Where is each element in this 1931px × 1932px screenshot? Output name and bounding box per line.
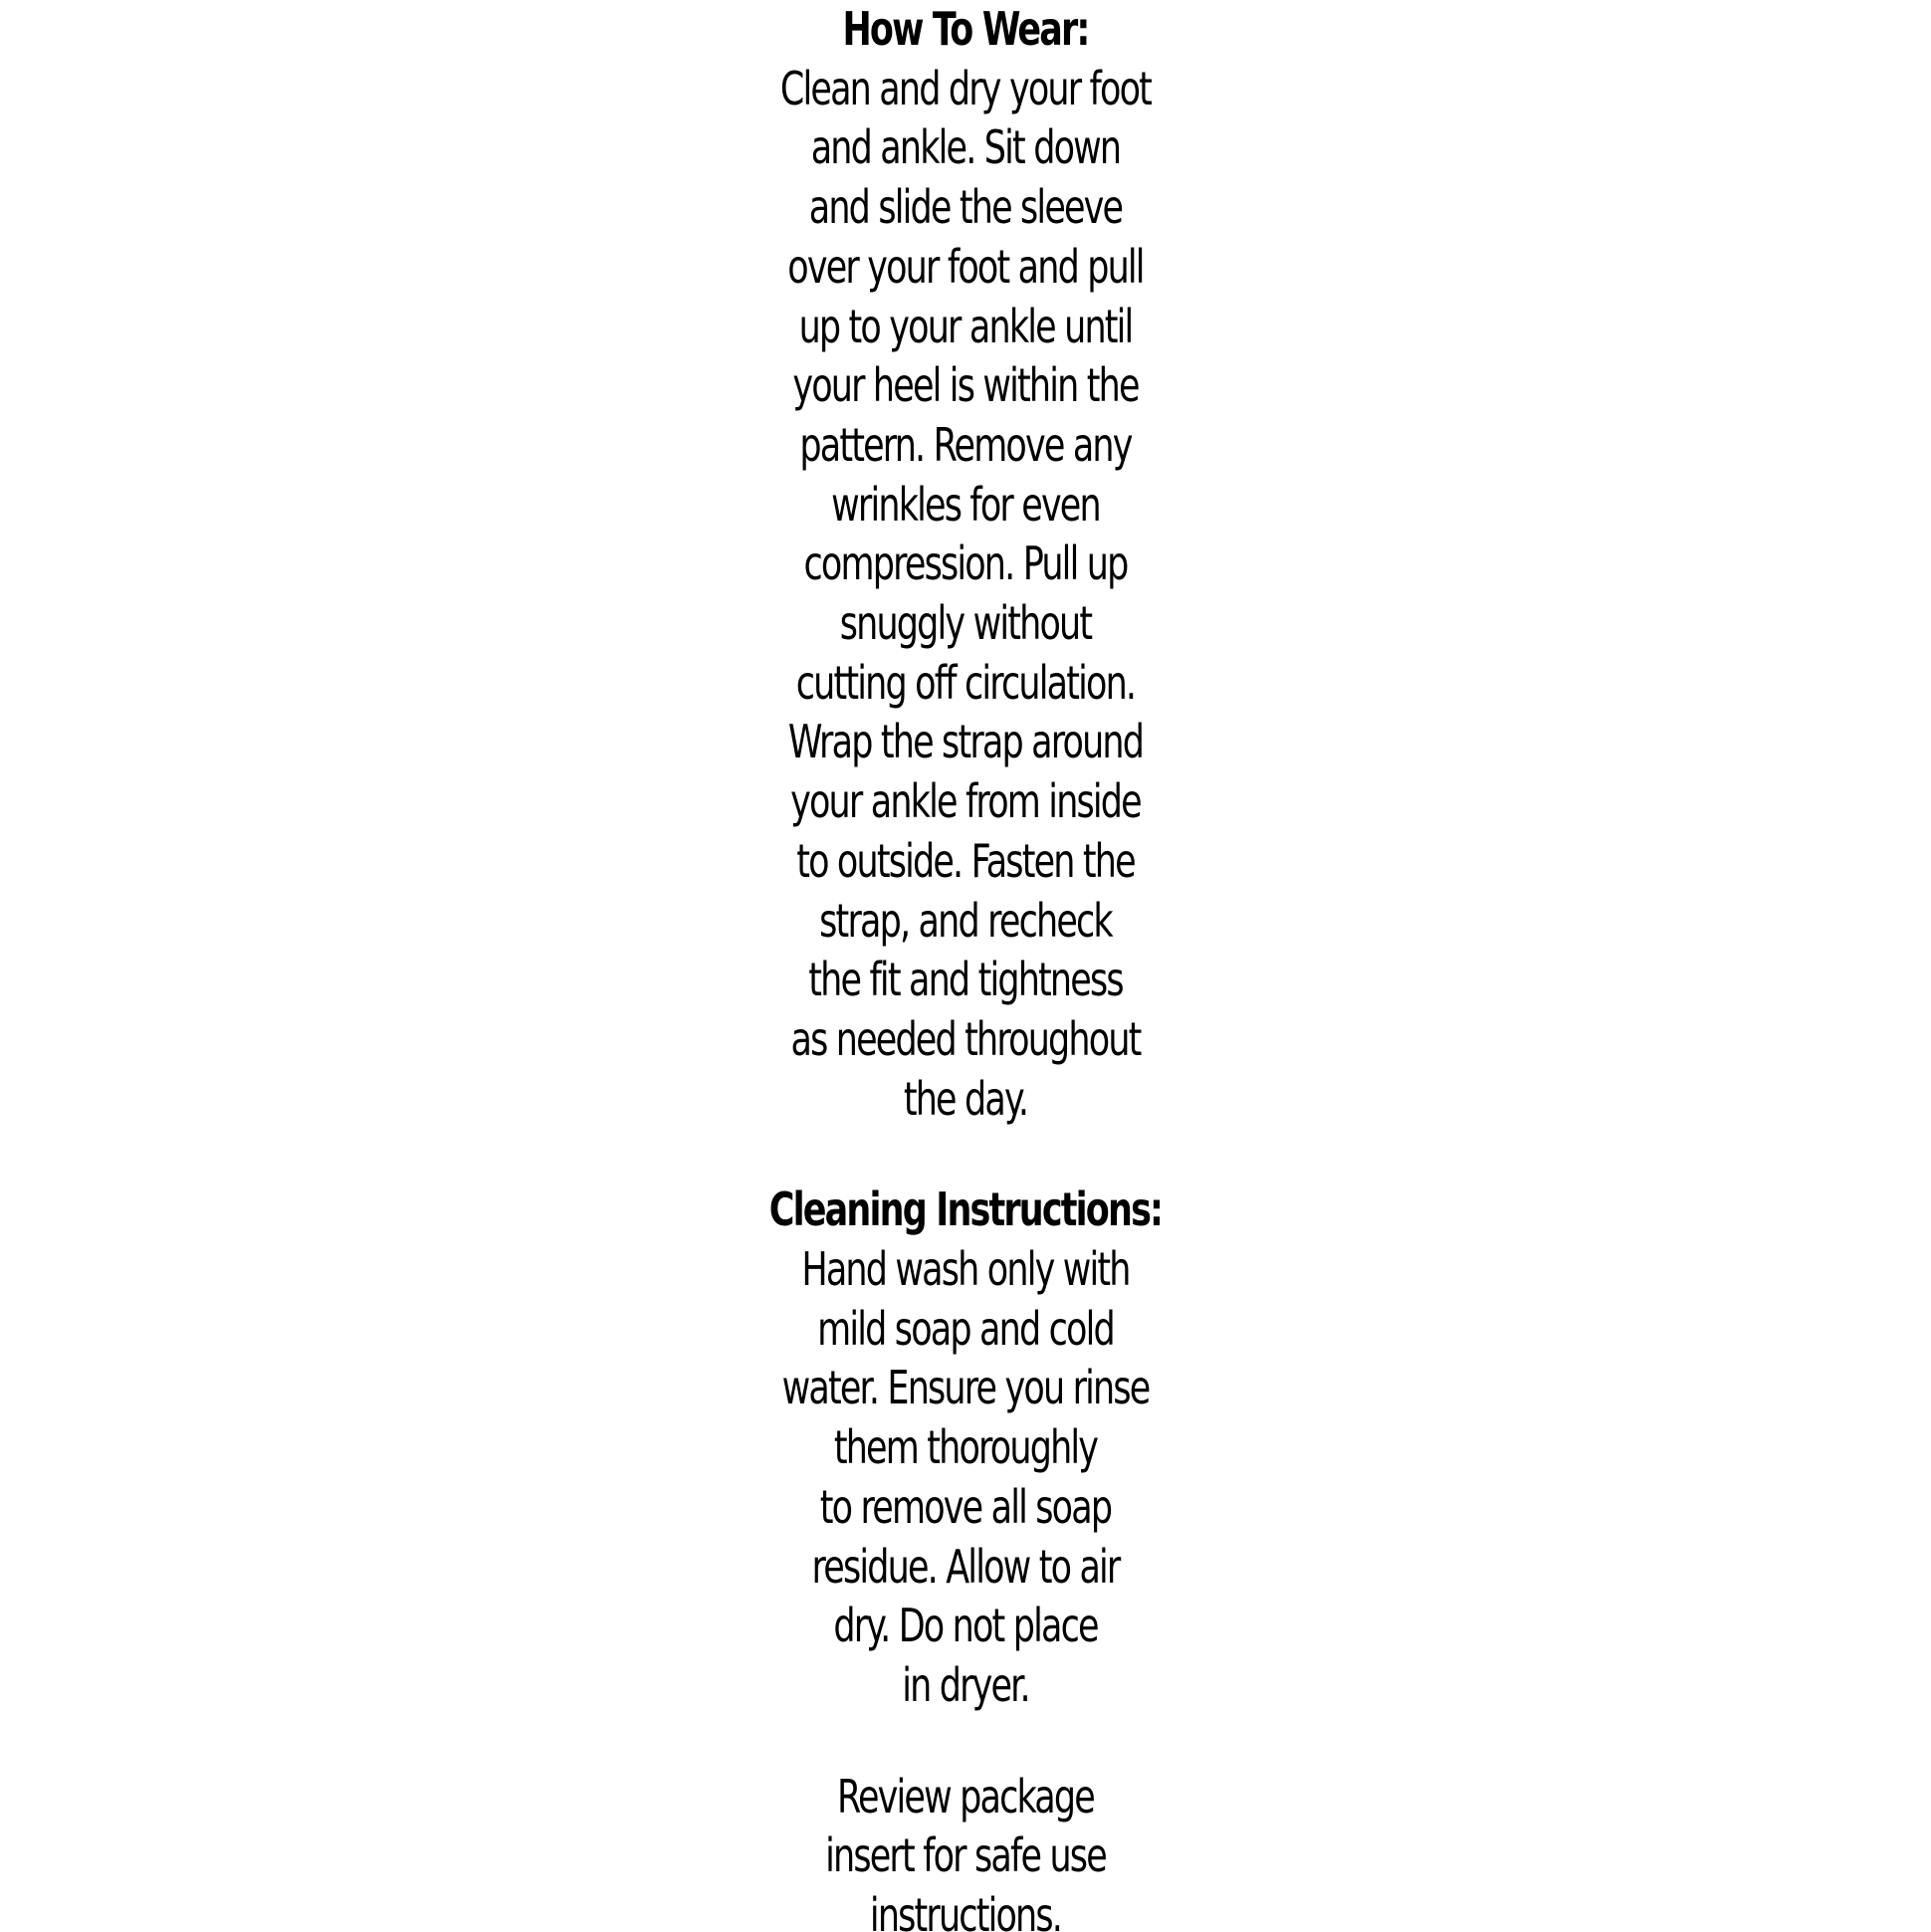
instruction-line: your ankle from inside [790, 774, 1141, 829]
safety-note-line: insert for safe use [825, 1828, 1106, 1883]
instruction-line: the day. [903, 1071, 1028, 1126]
cleaning-line: them thoroughly [833, 1420, 1098, 1475]
cleaning-line: in dryer. [902, 1657, 1029, 1712]
cleaning-line: Hand wash only with [801, 1242, 1130, 1297]
instruction-line: compression. Pull up [803, 537, 1128, 591]
cleaning-line: residue. Allow to air [811, 1539, 1120, 1594]
instruction-line: Clean and dry your foot [779, 61, 1152, 115]
instructions-column [701, 0, 1230, 1932]
safety-note-line: instructions. [869, 1888, 1062, 1932]
section-spacer [701, 1129, 1230, 1181]
instruction-line: the fit and tightness [808, 953, 1123, 1007]
safety-note-section [701, 1768, 1230, 1932]
instruction-line: snuggly without [839, 596, 1092, 651]
instruction-line: and slide the sleeve [808, 180, 1123, 235]
instruction-line: pattern. Remove any [799, 417, 1132, 472]
cleaning-instructions-section [701, 1181, 1230, 1715]
how-to-wear-heading: How To Wear: [842, 2, 1089, 56]
how-to-wear-section [701, 0, 1230, 1129]
section-spacer [701, 1716, 1230, 1768]
instruction-line: up to your ankle until [798, 299, 1133, 353]
instruction-line: your heel is within the [792, 358, 1139, 413]
instruction-line: strap, and recheck [819, 893, 1112, 948]
safety-note-line: Review package [837, 1769, 1094, 1824]
instruction-line: cutting off circulation. [795, 655, 1136, 710]
cleaning-instructions-heading: Cleaning Instructions: [768, 1182, 1163, 1237]
instruction-line: and ankle. Sit down [810, 120, 1121, 175]
cleaning-line: water. Ensure you rinse [781, 1361, 1150, 1415]
instruction-line: to outside. Fasten the [796, 833, 1135, 888]
cleaning-line: mild soap and cold [817, 1301, 1114, 1356]
cleaning-line: dry. Do not place [833, 1599, 1098, 1653]
instruction-line: as needed throughout [790, 1011, 1141, 1066]
cleaning-line: to remove all soap [819, 1479, 1112, 1534]
instruction-line: wrinkles for even [831, 477, 1100, 532]
instruction-line: Wrap the strap around [787, 715, 1144, 769]
instruction-line: over your foot and pull [787, 239, 1144, 294]
